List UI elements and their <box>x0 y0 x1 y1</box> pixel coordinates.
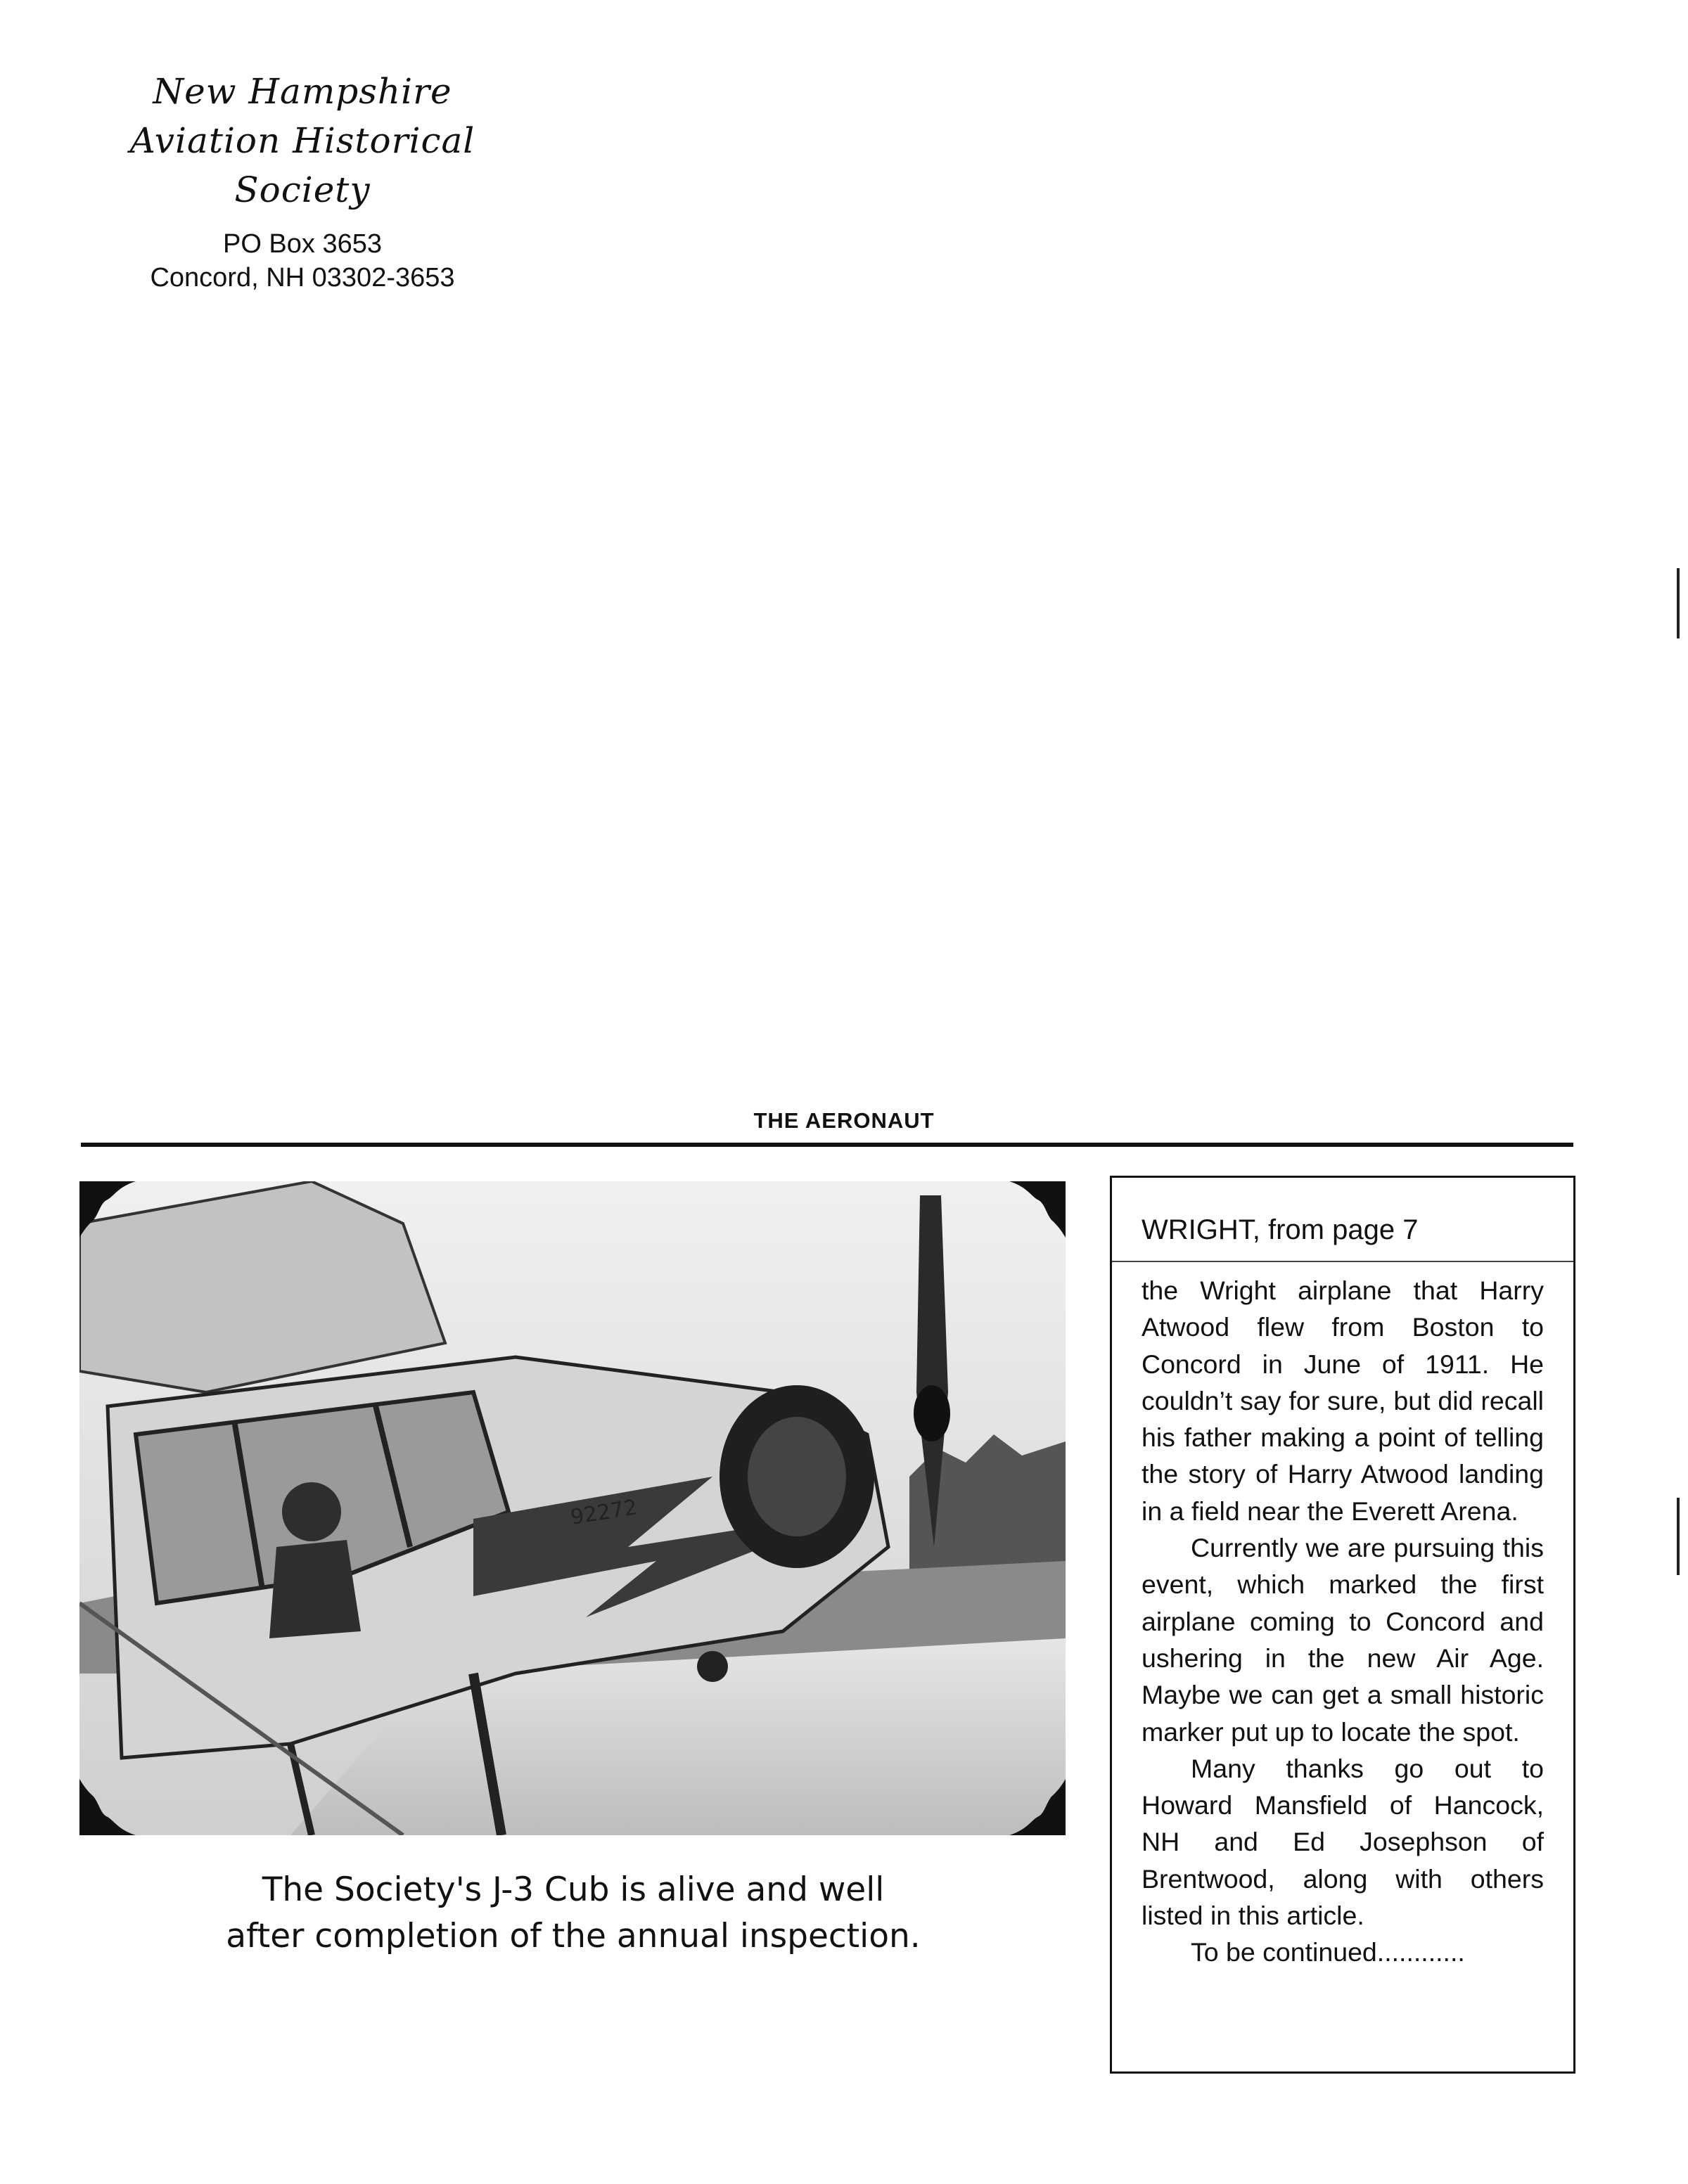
org-name-line1: New Hampshire <box>153 71 452 112</box>
newsletter-masthead: THE AERONAUT <box>753 1108 935 1133</box>
airplane-illustration <box>79 1181 1066 1835</box>
scan-margin-mark-upper <box>1677 568 1680 638</box>
address-line2: Concord, NH 03302-3653 <box>150 263 455 293</box>
photo-caption <box>106 1867 1041 1960</box>
article-sidebar-box <box>1110 1176 1575 2074</box>
scan-margin-mark-lower <box>1677 1498 1680 1575</box>
registration-marking: 92272 <box>568 1495 639 1530</box>
article-paragraph-1: the Wright airplane that Harry Atwood flew from Boston to Concord in June of 1911. He couldn’t say for sure, but did recall his father making a point of telling the story of Harry Atwood landing in a field near the Everett Arena. <box>1142 1276 1544 1526</box>
article-paragraph-2: Currently we are pursuing this event, which marked the first airplane coming to Concord and ushering in the new Air Age. Maybe we can get a small historic marker put up to locate the spot. <box>1142 1533 1544 1747</box>
article-continuation-heading: WRIGHT, from page 7 <box>1142 1214 1419 1245</box>
photo-corner-bottom-right <box>1009 1779 1066 1835</box>
masthead-rule <box>81 1143 1573 1147</box>
j3-cub-photo <box>79 1181 1066 1835</box>
photo-corner-top-left <box>79 1181 136 1238</box>
sidebar-heading-rule <box>1112 1261 1573 1262</box>
caption-line2: after completion of the annual inspection. <box>226 1917 921 1955</box>
address-line1: PO Box 3653 <box>222 229 383 259</box>
article-body <box>1142 1272 1544 1971</box>
photo-corner-bottom-left <box>79 1779 136 1835</box>
caption-line1: The Society's J-3 Cub is alive and well <box>262 1870 885 1909</box>
article-paragraph-3: Many thanks go out to Howard Mansfield of Hancock, NH and Ed Josephson of Brentwood, along with others listed in this article. <box>1142 1753 1544 1931</box>
org-name-line2: Aviation Historical Society <box>129 120 475 210</box>
letterhead <box>70 67 535 295</box>
photo-corner-top-right <box>1009 1181 1066 1238</box>
article-paragraph-4: To be continued............ <box>1191 1937 1465 1967</box>
